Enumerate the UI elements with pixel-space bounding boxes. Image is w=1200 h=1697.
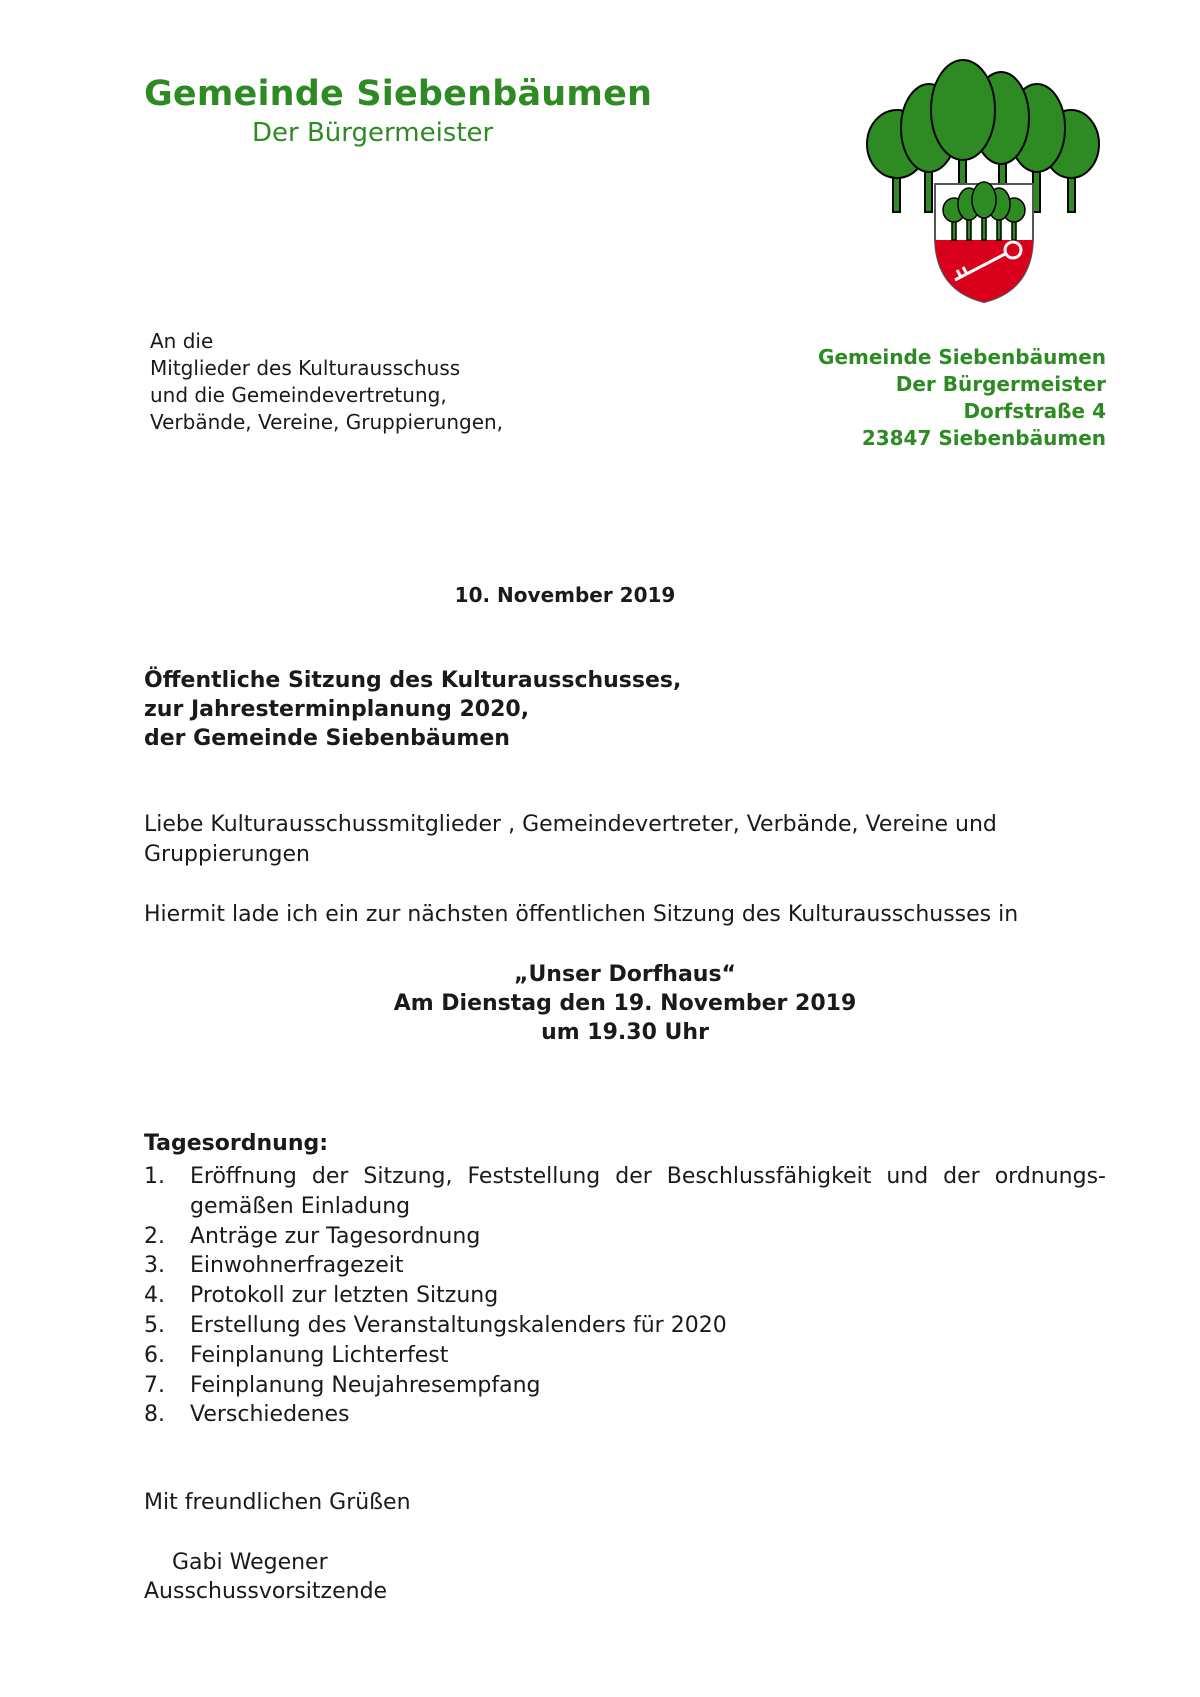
signer-role: Ausschussvorsitzende bbox=[144, 1579, 388, 1604]
agenda-text: Feinplanung Neujahresempfang bbox=[190, 1372, 541, 1398]
subject-line: Öffentliche Sitzung des Kulturausschusses, bbox=[144, 668, 682, 693]
list-item bbox=[144, 1371, 1106, 1401]
agenda-title: Tagesordnung: bbox=[144, 1131, 329, 1156]
list-item bbox=[144, 1281, 1106, 1311]
signer-name: Gabi Wegener bbox=[172, 1550, 328, 1575]
agenda-number: 5. bbox=[144, 1312, 165, 1338]
list-item bbox=[144, 1311, 1106, 1341]
municipality-title: Gemeinde Siebenbäumen bbox=[144, 74, 653, 114]
list-item bbox=[144, 1341, 1106, 1371]
venue-name: „Unser Dorfhaus“ bbox=[513, 962, 737, 987]
salutation: Liebe Kulturausschussmitglieder , Gemeindevertreter, Verbände, Vereine und Gruppierungen bbox=[144, 812, 997, 867]
agenda-text: Protokoll zur letzten Sitzung bbox=[190, 1283, 499, 1309]
office-subtitle: Der Bürgermeister bbox=[252, 118, 494, 148]
agenda-text: Feinplanung Lichterfest bbox=[190, 1342, 449, 1368]
recipient-line: und die Gemeindevertretung, bbox=[150, 383, 447, 407]
recipient-line: An die bbox=[150, 329, 214, 353]
agenda-number: 4. bbox=[144, 1283, 165, 1309]
subject-line: zur Jahresterminplanung 2020, bbox=[144, 697, 530, 722]
recipient-line: Verbände, Vereine, Gruppierungen, bbox=[150, 410, 504, 434]
agenda-text: Erstellung des Veranstaltungskalenders für 2020 bbox=[190, 1312, 727, 1338]
recipient-line: Mitglieder des Kulturausschuss bbox=[150, 356, 461, 380]
sender-office: Der Bürgermeister bbox=[895, 372, 1106, 396]
agenda-text: Verschiedenes bbox=[190, 1402, 350, 1428]
letter-date: 10. November 2019 bbox=[454, 583, 676, 607]
agenda-text: Anträge zur Tagesordnung bbox=[190, 1223, 481, 1249]
agenda-number: 8. bbox=[144, 1402, 165, 1428]
invitation-text: Hiermit lade ich ein zur nächsten öffentlichen Sitzung des Kulturausschusses in bbox=[144, 902, 1019, 927]
agenda-list bbox=[144, 1162, 1106, 1430]
list-item bbox=[144, 1162, 1106, 1222]
list-item bbox=[144, 1400, 1106, 1430]
subject-line: der Gemeinde Siebenbäumen bbox=[144, 726, 510, 751]
closing-greeting: Mit freundlichen Grüßen bbox=[144, 1490, 411, 1515]
agenda-number: 3. bbox=[144, 1253, 165, 1279]
agenda-text: Eröffnung der Sitzung, Feststellung der Beschlussfähigkeit und der ordnungs-gemäßen Einladung bbox=[190, 1164, 1106, 1219]
agenda-number: 7. bbox=[144, 1372, 165, 1398]
sender-name: Gemeinde Siebenbäumen bbox=[818, 345, 1106, 369]
agenda-text: Einwohnerfragezeit bbox=[190, 1253, 404, 1279]
venue-time: um 19.30 Uhr bbox=[541, 1020, 709, 1045]
agenda-number: 6. bbox=[144, 1342, 165, 1368]
sender-city: 23847 Siebenbäumen bbox=[861, 426, 1106, 450]
list-item bbox=[144, 1222, 1106, 1252]
agenda-number: 2. bbox=[144, 1223, 165, 1249]
sender-street: Dorfstraße 4 bbox=[963, 399, 1106, 423]
agenda-number: 1. bbox=[144, 1164, 165, 1189]
sender-address bbox=[818, 344, 1106, 452]
venue-date: Am Dienstag den 19. November 2019 bbox=[393, 991, 857, 1016]
list-item bbox=[144, 1251, 1106, 1281]
coat-of-arms-trees-key-icon bbox=[863, 58, 1106, 304]
